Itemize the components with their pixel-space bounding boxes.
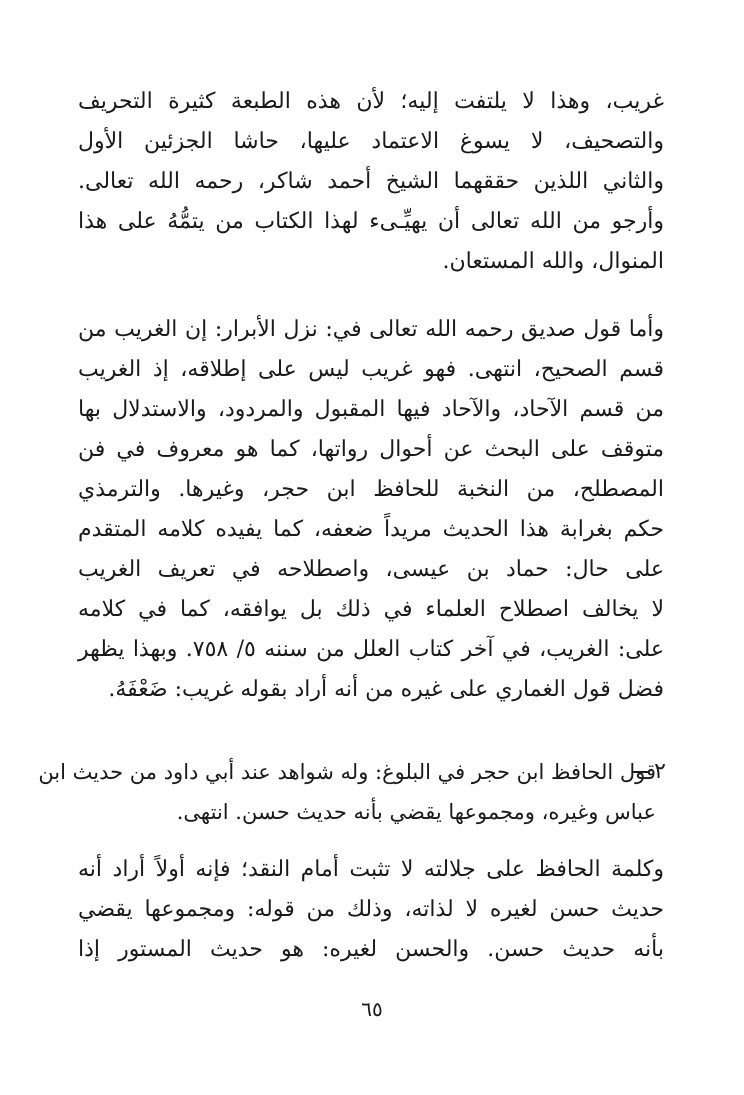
text-line: حديث حسن لغيره لا لذاته، وذلك من قوله: ومجموعها يقضي (78, 897, 664, 922)
text-line: وكلمة الحافظ على جلالته لا تثبت أمام النقد؛ فإنه أولاً أراد أنه (78, 857, 664, 882)
text-line: فضل قول الغماري على غيره من أنه أراد بقوله غريب: ضَعْفَهُ. (108, 677, 664, 702)
text-line: على حال: حماد بن عيسى، واصطلاحه في تعريف الغريب (78, 557, 664, 582)
item-number-label: ٢ (654, 759, 666, 784)
paragraph-4 (78, 850, 664, 970)
text-line: عباس وغيره، ومجموعها يقضي بأنه حديث حسن. انتهى. (176, 800, 656, 824)
text-line: لا يخالف اصطلاح العلماء في ذلك بل يوافقه، كما في كلامه (78, 597, 664, 622)
paragraph-2 (78, 310, 664, 710)
text-line: بأنه حديث حسن. والحسن لغيره: هو حديث المستور إذا (78, 937, 664, 962)
text-line: على: الغريب، في آخر كتاب العلل من سننه ٥/ ٧٥٨. وبهذا يظهر (78, 637, 665, 662)
text-line: متوقف على البحث عن أحوال رواتها، كما هو معروف في فن (78, 437, 664, 462)
text-line: المنوال، والله المستعان. (442, 249, 664, 274)
text-line: والثاني اللذين حققهما الشيخ أحمد شاكر، رحمه الله تعالى. (78, 169, 664, 194)
text-line: قول الحافظ ابن حجر في البلوغ: وله شواهد عند أبي داود من حديث ابن (38, 760, 656, 784)
text-line: وأما قول صديق رحمه الله تعالى في: نزل الأبرار: إن الغريب من (78, 317, 664, 342)
list-item-text (38, 752, 656, 832)
text-line: وأرجو من الله تعالى أن يهيِّـىء لهذا الكتاب من يتمُّهُ على هذا (78, 209, 664, 234)
text-line: قسم الصحيح، انتهى. فهو غريب ليس على إطلاقه، إذ الغريب (78, 357, 664, 382)
text-line: حكم بغرابة هذا الحديث مريداً ضعفه، كما يفيده كلامه المتقدم (78, 517, 664, 542)
paragraph-1 (78, 82, 664, 282)
text-line: من قسم الآحاد، والآحاد فيها المقبول والمردود، والاستدلال بها (78, 397, 664, 422)
page-number: ٦٥ (361, 997, 383, 1021)
text-line: المصطلح، من النخبة للحافظ ابن حجر، وغيرها. والترمذي (78, 477, 664, 502)
text-line: غريب، وهذا لا يلتفت إليه؛ لأن هذه الطبعة كثيرة التحريف (78, 89, 664, 114)
text-line: والتصحيف، لا يسوغ الاعتماد عليها، حاشا الجزئين الأول (78, 129, 664, 154)
